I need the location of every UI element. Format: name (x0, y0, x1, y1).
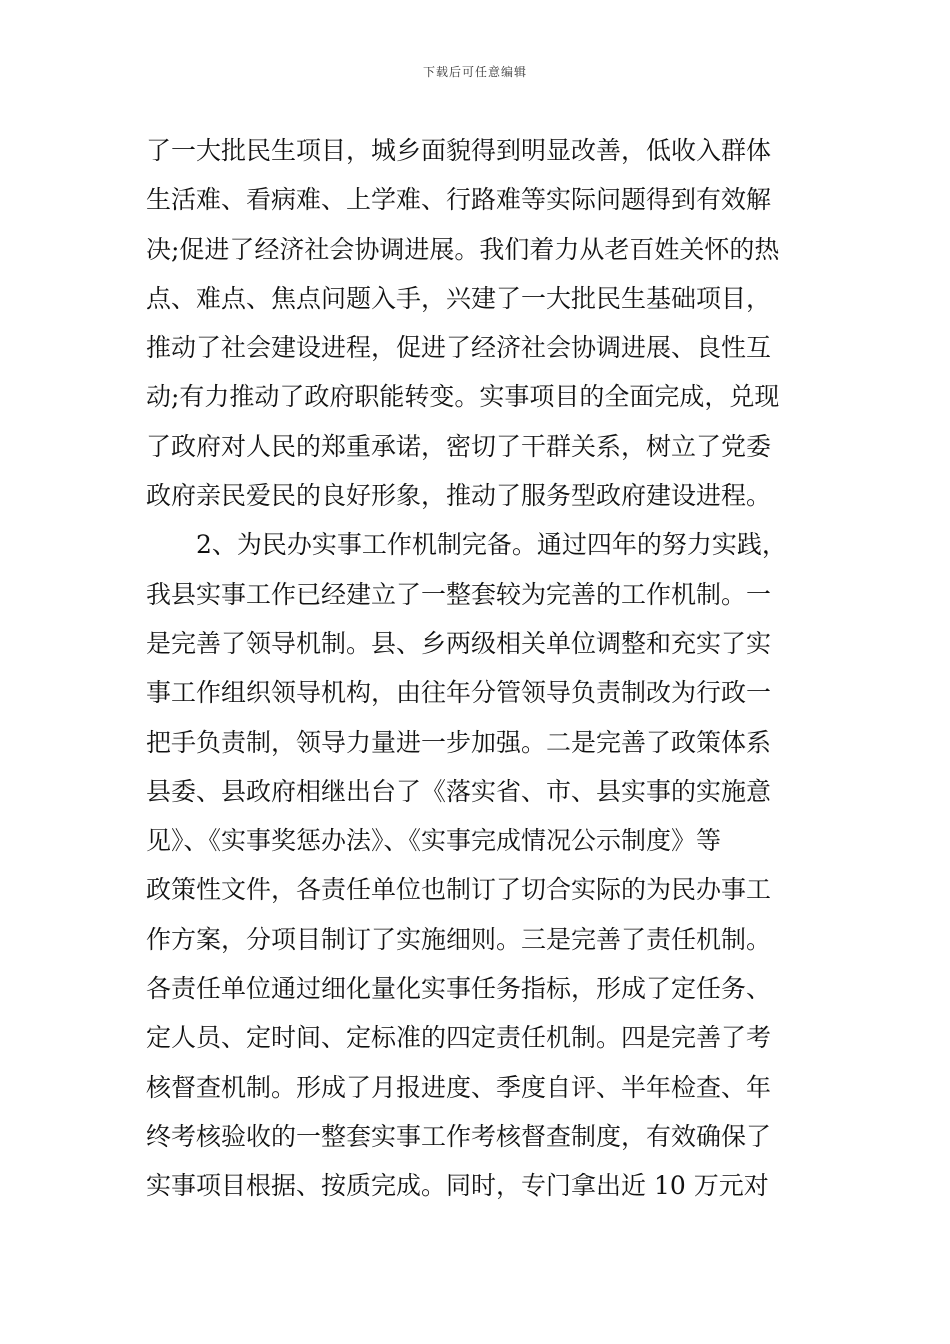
text-line: 生活难、看病难、上学难、行路难等实际问题得到有效解 (146, 185, 772, 215)
text-line: 核督查机制。形成了月报进度、季度自评、半年检查、年 (146, 1072, 772, 1102)
text-line: 是完善了领导机制。县、乡两级相关单位调整和充实了实 (146, 628, 772, 658)
text-line: 实事项目根据、按质完成。同时，专门拿出近 10 万元对 (146, 1171, 769, 1201)
text-line: 动;有力推动了政府职能转变。实事项目的全面完成，兑现 (146, 382, 780, 412)
text-line: 了一大批民生项目，城乡面貌得到明显改善，低收入群体 (146, 136, 772, 165)
text-line: 终考核验收的一整套实事工作考核督查制度，有效确保了 (146, 1121, 772, 1151)
text-line: 定人员、定时间、定标准的四定责任机制。四是完善了考 (146, 1023, 772, 1053)
page-header: 下载后可任意编辑 (422, 65, 527, 79)
text-line: 我县实事工作已经建立了一整套较为完善的工作机制。一 (146, 579, 772, 609)
text-line: 政府亲民爱民的良好形象，推动了服务型政府建设进程。 (146, 481, 772, 511)
text-line: 政策性文件，各责任单位也制订了切合实际的为民办事工 (146, 875, 772, 905)
text-line: 了政府对人民的郑重承诺，密切了干群关系，树立了党委 (146, 431, 772, 461)
text-line: 推动了社会建设进程，促进了经济社会协调进展、良性互 (146, 333, 772, 363)
document-body (146, 126, 810, 1211)
text-line: 事工作组织领导机构，由往年分管领导负责制改为行政一 (146, 678, 772, 708)
text-line: 作方案，分项目制订了实施细则。三是完善了责任机制。 (146, 924, 772, 954)
text-line: 见》、《实事奖惩办法》、《实事完成情况公示制度》等 (146, 826, 722, 856)
text-line: 各责任单位通过细化量化实事任务指标，形成了定任务、 (146, 974, 772, 1004)
text-line: 2、为民办实事工作机制完备。通过四年的努力实践， (146, 530, 787, 560)
text-line: 县委、县政府相继出台了《落实省、市、县实事的实施意 (146, 776, 772, 806)
text-line: 决;促进了经济社会协调进展。我们着力从老百姓关怀的热 (146, 234, 780, 264)
text-line: 点、难点、焦点问题入手，兴建了一大批民生基础项目， (146, 283, 772, 313)
text-line: 把手负责制，领导力量进一步加强。二是完善了政策体系 (146, 727, 772, 757)
